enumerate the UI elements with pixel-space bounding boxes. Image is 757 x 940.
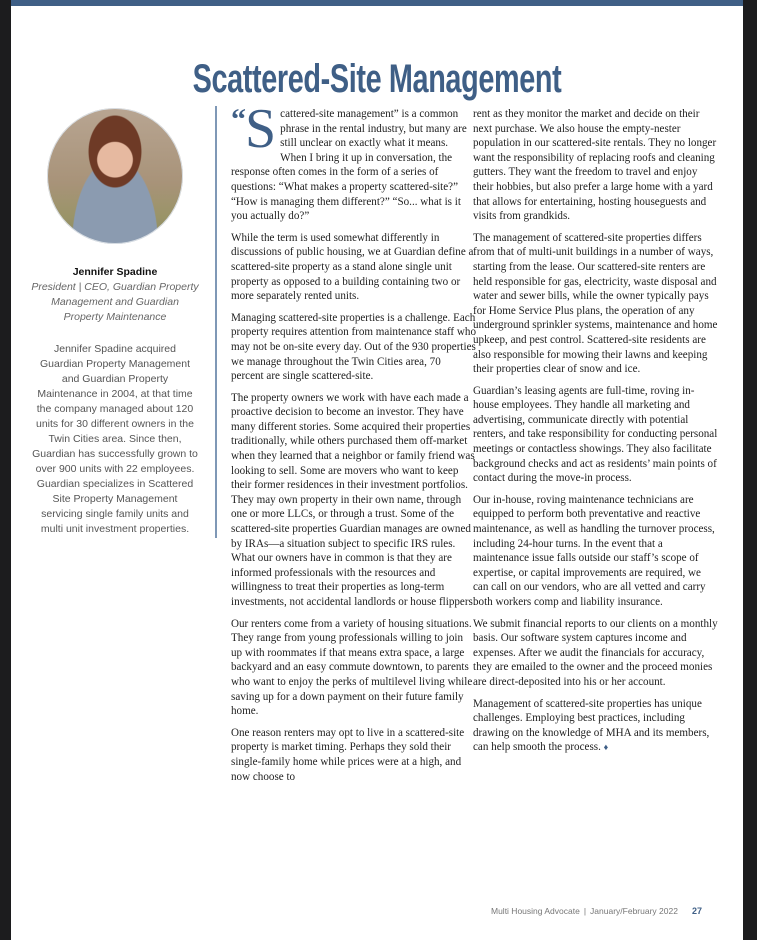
paragraph: Our renters come from a variety of housing situations. They range from young professionals willing to join up with roommates if that means extra space, a large backyard and an easy commute downtown, to parents who want to enjoy the perks of multilevel living while saving up for a down payment on their future family home. — [231, 617, 473, 718]
paragraph: Managing scattered-site properties is a challenge. Each property requires attention from maintenance staff who may not be on-site every day. Out of the 930 properties we manage throughout the Twin Cities area, 70 percent are single scattered-site. — [231, 311, 477, 383]
paragraph: Guardian’s leasing agents are full-time, roving in-house employees. They handle all marketing and advertising, communicate directly with potential renters, and take responsibility for conducting personal meetings or contactless showings. They also facilitate background checks and act as residents’ main points of contact during the move-in process. — [473, 384, 718, 485]
end-mark-diamond-icon: ♦ — [603, 742, 609, 753]
paragraph-closing — [473, 697, 718, 755]
paragraph: We submit financial reports to our clients on a monthly basis. Our software system captures income and expenses. After we audit the financials for accuracy, they are emailed to the owner and the proceed monies are direct-deposited into his or her account. — [473, 617, 718, 688]
magazine-page — [11, 0, 743, 940]
paragraph: The management of scattered-site properties differs from that of multi-unit buildings in a number of ways, starting from the lease. Our scattered-site renters are held responsible for gas, electricity, waste disposal and water and sewer bills, while the owner typically pays for Home Service Plus plans, the operation of any underground sprinkler systems, maintenance and home upkeep, and pest control. Scattered-site residents are also responsible for mowing their lawns and keeping their properties clear of snow and ice. — [473, 231, 718, 376]
author-role: President | CEO, Guardian Property Management and Guardian Property Maintenance — [31, 281, 199, 323]
paragraph: While the term is used somewhat differently in discussions of public housing, we at Guardian define a scattered-site property as a stand alone single unit property as opposed to a building containing two or more separately rented units. — [231, 231, 474, 303]
paragraph: Our in-house, roving maintenance technicians are equipped to perform both preventative and reactive maintenance, as well as handling the turnover process, including 24-hour turns. In the event that a maintenance issue falls outside our staff’s scope of expertise, or capital improvements are required, we can call on our vendors, who are all vetted and carry both workers comp and liability insurance. — [473, 493, 715, 608]
footer-separator: | — [583, 906, 587, 916]
author-bio: Jennifer Spadine acquired Guardian Property Management and Guardian Property Maintenance in 2004, at that time the company managed about 120 units for 30 different owners in the Twin Cities area. Since then, Guardian has successfully grown to over 900 units with 22 employees. Guardian specializes in Scattered Site Property Management servicing single family units and multi unit investment properties. — [32, 343, 198, 535]
top-accent-bar — [11, 0, 743, 6]
page-footer — [491, 906, 701, 916]
article-title: Scattered-Site Management — [192, 56, 562, 101]
paragraph: One reason renters may opt to live in a scattered-site property is market timing. Perhaps they sold their single-family home while prices were at a high, and now choose to — [231, 726, 465, 783]
author-photo — [47, 108, 183, 244]
publication-name: Multi Housing Advocate — [491, 906, 580, 916]
paragraph: rent as they monitor the market and decide on their next purchase. We also house the empty-nester population in our scattered-site rentals. They no longer want the responsibility of replacing roofs and cleaning gutters. They want the freedom to travel and enjoy their hobbies, but also prefer a large home with a yard that allows for entertaining, hosting houseguests and visits from grandkids. — [473, 108, 717, 223]
opening-quote-mark: “ — [231, 103, 244, 136]
paragraph-intro — [231, 98, 476, 224]
author-sidebar — [31, 108, 199, 537]
author-name: Jennifer Spadine — [72, 266, 158, 278]
page-number: 27 — [691, 906, 702, 916]
issue-date: January/February 2022 — [590, 906, 678, 916]
sidebar-divider — [215, 106, 217, 538]
paragraph: The property owners we work with have each made a proactive decision to become an investor. They have many different stories. Some acquired their properties traditionally, while others purchased them off-market when they learned that a neighbor or family friend was looking to sell. Some are movers who want to keep their former residences in their investment portfolios. They may own property in their own name, through one or more LLCs, or through a trust. Some of the scattered-site properties Guardian manages are owned by IRAs—a situation subject to specific IRS rules. What our owners have in common is that they are informed professionals with the resources and willingness to treat their properties as long-term investments, not accidental landlords or house flippers. — [231, 391, 476, 608]
drop-cap: S — [245, 98, 277, 160]
paragraph-text: Management of scattered-site properties has unique challenges. Employing best practices, including drawing on the knowledge of MHA and its members, can help smooth the process. — [473, 697, 710, 754]
article-column-2 — [473, 107, 718, 762]
article-column-1 — [231, 98, 477, 791]
paragraph-text: cattered-site management” is a common phrase in the rental industry, but many are still unclear on exactly what it means. When I bring it up in conversation, the response often comes in the form of a series of questions: “What makes a property scattered-site?” “How is managing them different?” “So... what is it you actually do?” — [231, 108, 467, 223]
